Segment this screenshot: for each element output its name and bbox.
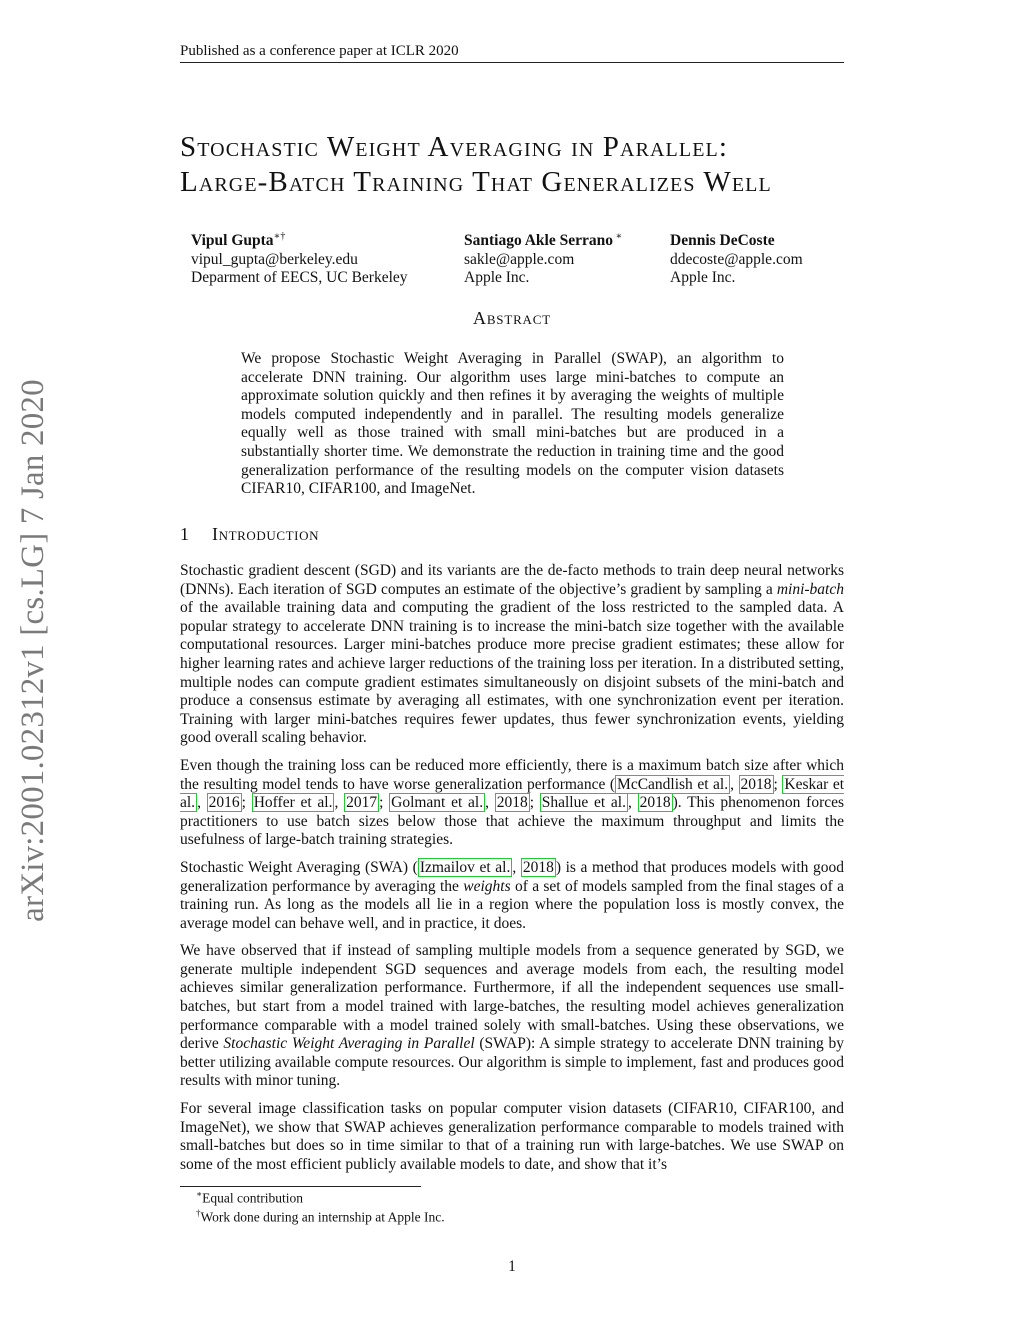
text-run: of a set of models sampled from the final stages of a training run. As long as the models all lie in a region where the population loss is mostly convex, the average model can behave well, and in practice, it does. bbox=[180, 877, 845, 932]
author-block-2 bbox=[464, 228, 622, 288]
author-email[interactable]: ddecoste@apple.com bbox=[670, 250, 803, 268]
text-run: We have observed that if instead of sampling multiple models from a sequence generated by SGD, we generate multiple independent SGD sequences and average models from each, the resulting model achieves similar generalization performance. Furthermore, if all the independent sequences use small-batches, but start from a model trained with large-batches, the resulting model achieves generalization performance comparable with a model trained solely with small-batches. Using these observations, we derive bbox=[180, 942, 844, 1053]
footnote-mark: † bbox=[196, 1208, 201, 1218]
author-email[interactable]: sakle@apple.com bbox=[464, 250, 575, 268]
paragraph-3: Stochastic Weight Averaging (SWA) ( Izmailov et al. , 2018 ) is a method that produces models with good generalization performance by averaging the weights of a set of models sampled from the final stages of a training run. As long as the models all lie in a region where the population loss is mostly convex, the average model can behave well, and in practice, it does. bbox=[180, 858, 845, 932]
author-name: Santiago Akle Serrano bbox=[464, 232, 613, 250]
title-line-2: Large-Batch Training That Generalizes Well bbox=[180, 166, 772, 198]
paragraph-2: Even though the training loss can be reduced more efficiently, there is a maximum batch size after which the resulting model tends to have worse generalization performance ( McCandlish et al. , 2018 ; Keskar et al. , 2016 ; Hoffer et al. , 2017 ; Golmant et al. , 2018 ; Shallue et al. , 2018 ). This phenomenon forces practitioners to use batch sizes below those that achieve the maximum throughput and limits the usefulness of large-batch training strategies. bbox=[180, 756, 845, 849]
author-name: Vipul Gupta bbox=[191, 232, 274, 250]
citation-year-link[interactable]: 2018 bbox=[522, 858, 554, 876]
footnote-2 bbox=[196, 1208, 445, 1226]
text-run: Stochastic gradient descent (SGD) and its variants are the de-facto methods to train deep neural networks (DNNs). Each iteration of SGD computes an estimate of the objective’s gradient by sampling a bbox=[180, 562, 844, 598]
citation-link[interactable]: Hoffer et al. bbox=[253, 794, 333, 812]
citation-year-link[interactable]: 2018 bbox=[639, 794, 671, 812]
text-run: ) is a method that produces models with good generalization performance by averaging the bbox=[180, 858, 845, 895]
arxiv-stamp bbox=[8, 370, 58, 930]
text-run: (SWAP): A simple strategy to accelerate DNN training by better utilizing available compute resources. Our algorithm is simple to implement, fast and produces good results with minor tuning. bbox=[180, 1035, 844, 1090]
citation-link[interactable]: Shallue et al. bbox=[541, 794, 626, 812]
citation-link[interactable]: Keskar et al. bbox=[180, 775, 845, 812]
running-header: Published as a conference paper at ICLR 2020 bbox=[180, 43, 844, 63]
citation-link[interactable]: Izmailov et al. bbox=[419, 858, 511, 876]
paragraph-1 bbox=[180, 562, 844, 748]
citation-year-link[interactable]: 2018 bbox=[496, 794, 528, 812]
text-run: Stochastic Weight Averaging (SWA) ( bbox=[180, 858, 418, 876]
body-text bbox=[180, 562, 844, 1183]
citation-year-link[interactable]: 2016 bbox=[208, 794, 240, 812]
emphasis: weights bbox=[463, 877, 511, 895]
text-run: Even though the training loss can be reduced more efficiently, there is a maximum batch size after which the resulting model tends to have worse generalization performance ( bbox=[180, 756, 844, 793]
paragraph-5: For several image classification tasks on popular computer vision datasets (CIFAR10, CIFAR100, and ImageNet), we show that SWAP achieves generalization performance comparable to models trained with small-batches but does so in time similar to that of a training run with large-batches. We use SWAP on some of the most efficient publicly available models to date, and show that it’s bbox=[180, 1100, 844, 1173]
footnote-mark: ∗ bbox=[196, 1189, 203, 1199]
abstract-heading: Abstract bbox=[473, 308, 551, 328]
footnote-text: Work done during an internship at Apple Inc. bbox=[200, 1209, 445, 1225]
author-affiliation: Deparment of EECS, UC Berkeley bbox=[191, 269, 408, 287]
page-number: 1 bbox=[508, 1258, 516, 1275]
footnote-1 bbox=[196, 1189, 303, 1207]
paragraph-4 bbox=[180, 942, 844, 1091]
emphasis: Stochastic Weight Averaging in Parallel bbox=[223, 1035, 475, 1053]
text-run: ). This phenomenon forces practitioners to use batch sizes below those that achieve the maximum throughput and limits the usefulness of large-batch training strategies. bbox=[180, 794, 845, 849]
footnote-text: Equal contribution bbox=[202, 1190, 303, 1206]
citation-link[interactable]: Golmant et al. bbox=[391, 794, 484, 812]
author-mark: ∗† bbox=[273, 231, 286, 242]
author-name: Dennis DeCoste bbox=[670, 232, 775, 250]
author-mark: ∗ bbox=[612, 231, 623, 242]
citation-link[interactable]: McCandlish et al. bbox=[617, 775, 729, 793]
section-heading bbox=[180, 524, 319, 545]
citation-year-link[interactable]: 2018 bbox=[740, 775, 772, 793]
author-affiliation: Apple Inc. bbox=[670, 269, 736, 287]
text-run: of the available training data and computing the gradient of the loss restricted to the sampled data. A popular strategy to accelerate DNN training is to increase the mini-batch size together with the available computational resources. Larger mini-batches produce more precise gradient estimates; these allow for higher learning rates and achieve larger reductions of the training loss per iteration. In a distributed setting, multiple nodes can compute gradient estimates simultaneously on disjoint subsets of the mini-batch and produce a consensus estimate by averaging all estimates, with one synchronization event per iteration. Training with larger mini-batches requires fewer updates, thus fewer synchronization events, yielding good overall scaling behavior. bbox=[180, 599, 844, 747]
author-block-1 bbox=[191, 228, 408, 288]
section-title: Introduction bbox=[212, 524, 320, 544]
abstract-text: We propose Stochastic Weight Averaging in Parallel (SWAP), an algorithm to accelerate DNN training. Our algorithm uses large mini-batches to compute an approximate solution quickly and then refines it by averaging the weights of multiple models computed independently and in parallel. The resulting models generalize equally well as those trained with small mini-batches but are produced in a substantially shorter time. We demonstrate the reduction in training time and the good generalization performance of the resulting models on the computer vision datasets CIFAR10, CIFAR100, and ImageNet. bbox=[241, 350, 784, 498]
title-line-1: Stochastic Weight Averaging in Parallel: bbox=[180, 131, 728, 163]
citation-year-link[interactable]: 2017 bbox=[346, 794, 378, 812]
arxiv-stamp-text: arXiv:2001.02312v1 [cs.LG] 7 Jan 2020 bbox=[14, 378, 51, 922]
author-block-3 bbox=[670, 228, 803, 288]
author-affiliation: Apple Inc. bbox=[464, 269, 530, 287]
section-number: 1 bbox=[180, 524, 190, 544]
author-email[interactable]: vipul_gupta@berkeley.edu bbox=[191, 250, 358, 268]
footnote-rule bbox=[180, 1186, 421, 1187]
paper-title bbox=[180, 130, 860, 200]
emphasis: mini-batch bbox=[776, 580, 844, 598]
